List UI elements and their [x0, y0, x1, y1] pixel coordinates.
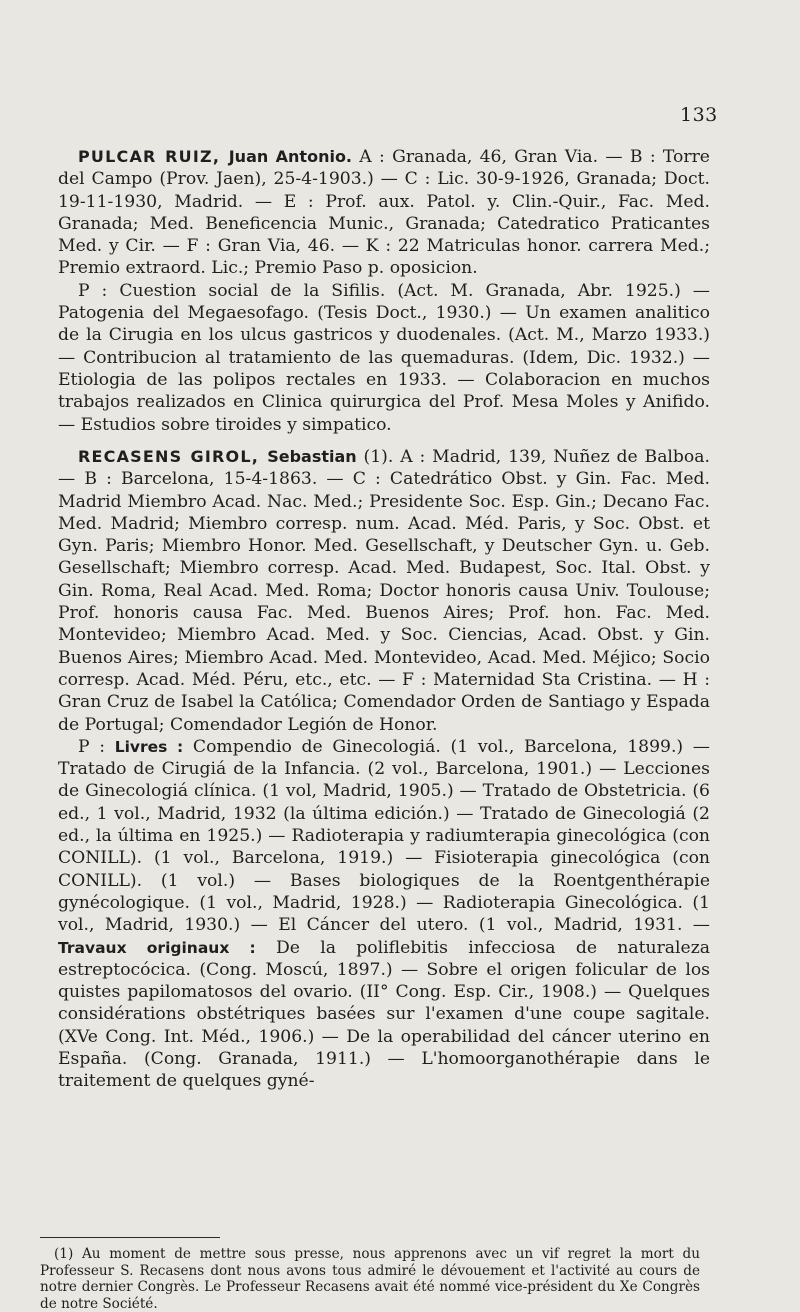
publications-prefix: P :	[78, 736, 115, 757]
travaux-label: Travaux originaux :	[58, 938, 256, 957]
entry-publications	[58, 736, 710, 1093]
entry-given-name: Sebastian	[267, 447, 357, 466]
entry-body: A : Granada, 46, Gran Via. — B : Torre del Campo (Prov. Jaen), 25-4-1903.) — C : Lic. 30-9-1926, Granada; Doct. 19-11-1930, Madrid. — E : Prof. aux. Patol. y. Clin.-Quir., Fac. Med. Granada; Med. Beneficencia Munic., Granada; Catedratico Praticantes Med. y Cir. — F : Gran Via, 46. — K : 22 Matriculas honor. carrera Med.; Premio extraord. Lic.; Premio Paso p. oposicion.	[58, 147, 710, 279]
page-number: 133	[680, 104, 718, 126]
footnote-text: Au moment de mettre sous presse, nous apprenons avec un vif regret la mort du Professeur S. Recasens dont nous avons tous admiré le dévouement et l'activité au cours de notre dernier Congrès. Le Professeur Recasens avait été nommé vice-président du Xe Congrès de notre Société.	[40, 1246, 700, 1312]
entry-recasens-girol	[58, 446, 710, 1093]
footnote-reference: (1).	[356, 447, 394, 467]
entry-biography	[58, 446, 710, 736]
entry-surname: RECASENS GIROL,	[78, 447, 260, 466]
entry-given-name: Juan Antonio.	[228, 147, 353, 166]
entry-surname: PULCAR RUIZ,	[78, 147, 221, 166]
entry-name	[78, 147, 352, 166]
livres-text: Compendio de Ginecologiá. (1 vol., Barcelona, 1899.) — Tratado de Cirugiá de la Infancia. (2 vol., Barcelona, 1901.) — Lecciones de Ginecologiá clínica. (1 vol, Madrid, 1905.) — Tratado de Obstetricia. (6 ed., 1 vol., Madrid, 1932 (la última edición.) — Tratado de Ginecologiá (2 ed., la última en 1925.) — Radioterapia y radiumterapia ginecológica (con CONILL). (1 vol., Barcelona, 1919.) — Fisioterapia ginecológica (con CONILL). (1 vol.) — Bases biologiques de la Roentgenthérapie gynécologique. (1 vol., Madrid, 1928.) — Radioterapia Ginecológica. (1 vol., Madrid, 1930.) — El Cáncer del utero. (1 vol., Madrid, 1931. —	[58, 736, 710, 936]
livres-label: Livres :	[114, 737, 184, 756]
footnote-marker: (1)	[54, 1246, 74, 1262]
travaux-text: De la poliflebitis infecciosa de naturaleza estreptocócica. (Cong. Moscú, 1897.) — Sobre el origen folicular de los quistes papilomatosos del ovario. (II° Cong. Esp. Cir., 1908.) — Quelques considérations obstétriques basées sur l'examen d'une coupe sagitale. (XVe Cong. Int. Méd., 1906.) — De la operabilidad del cáncer uterino en España. (Cong. Granada, 1911.) — L'homoorganothérapie dans le traitement de quelques gyné-	[58, 937, 711, 1092]
footnote	[40, 1246, 700, 1312]
entry-biography	[58, 146, 710, 280]
footnote-divider	[40, 1237, 220, 1238]
entry-publications: P : Cuestion social de la Sifilis. (Act. M. Granada, Abr. 1925.) — Patogenia del Megaesofago. (Tesis Doct., 1930.) — Un examen analitico de la Cirugia en los ulcus gastricos y duodenales. (Act. M., Marzo 1933.) — Contribucion al tratamiento de las quemaduras. (Idem, Dic. 1932.) — Etiologia de las polipos rectales en 1933. — Colaboracion en muchos trabajos realizados en Clinica quirurgica del Prof. Mesa Moles y Anifido. — Estudios sobre tiroides y simpatico.	[58, 280, 710, 435]
entry-name	[78, 447, 357, 466]
entry-pulcar-ruiz	[58, 146, 710, 436]
entry-body: A : Madrid, 139, Nuñez de Balboa. — B : Barcelona, 15-4-1863. — C : Catedrático Obst. y Gin. Fac. Med. Madrid Miembro Acad. Nac. Med.; Presidente Soc. Esp. Gin.; Decano Fac. Med. Madrid; Miembro corresp. num. Acad. Méd. Paris, y Soc. Obst. et Gyn. Paris; Miembro Honor. Med. Gesellschaft, y Deutscher Gyn. u. Geb. Gesellschaft; Miembro corresp. Acad. Med. Budapest, Soc. Ital. Obst. y Gin. Roma, Real Acad. Med. Roma; Doctor honoris causa Univ. Toulouse; Prof. honoris causa Fac. Med. Buenos Aires; Prof. hon. Fac. Med. Montevideo; Miembro Acad. Med. y Soc. Ciencias, Acad. Obst. y Gin. Buenos Aires; Miembro Acad. Med. Montevideo, Acad. Med. Méjico; Socio corresp. Acad. Méd. Péru, etc., etc. — F : Maternidad Sta Cristina. — H : Gran Cruz de Isabel la Católica; Comendador Orden de Santiago y Espada de Portugal; Comendador Legión de Honor.	[58, 447, 710, 735]
